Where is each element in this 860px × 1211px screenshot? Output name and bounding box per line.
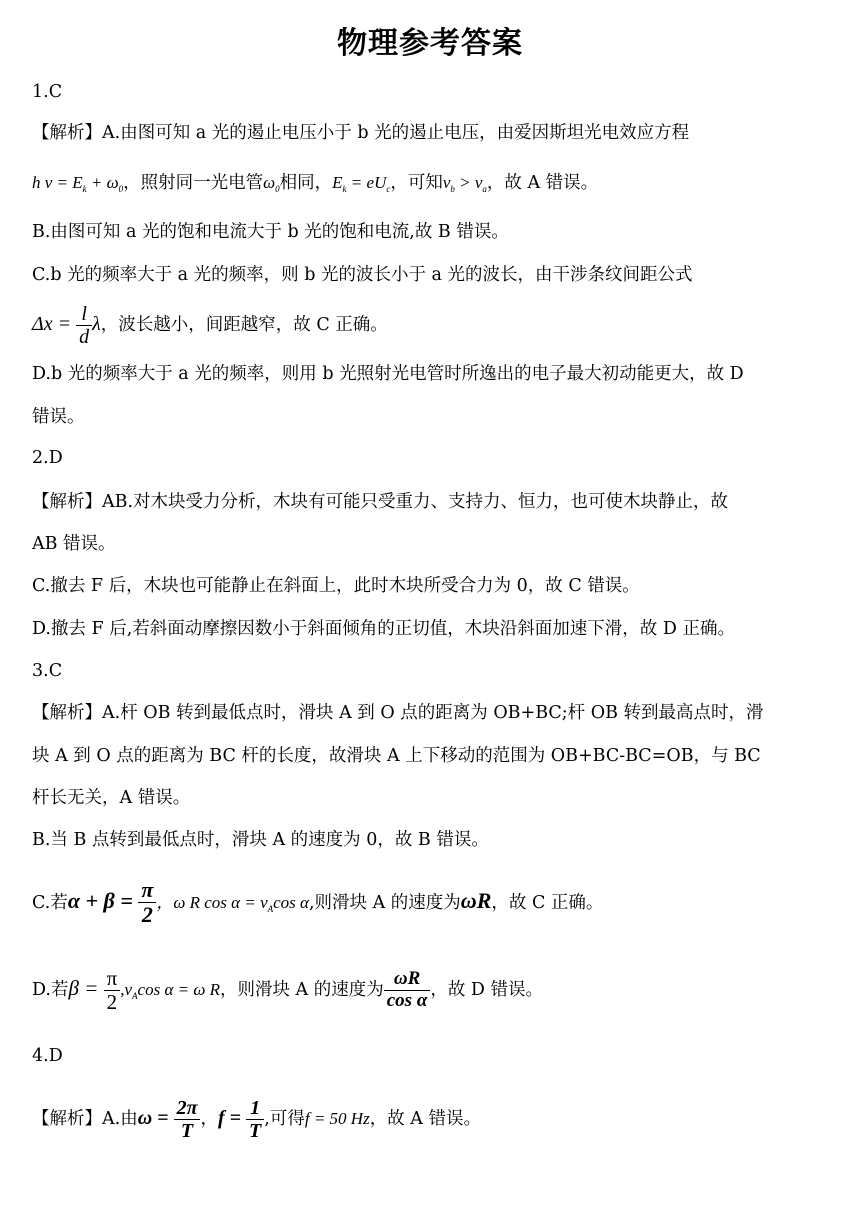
formula-kinetic-energy: $E_k = eU_c$ (332, 173, 391, 194)
q1-analysis-c-line1: C.b 光的频率大于 a 光的频率，则 b 光的波长小于 a 光的波长，由干涉条纹间距公式 (32, 265, 693, 285)
formula-photoelectric: h $v = E_k + \omega_0$ (32, 173, 124, 194)
q2-analysis-d: D.撤去 F 后,若斜面动摩擦因数小于斜面倾角的正切值，木块沿斜面加速下滑，故 D 正确。 (32, 619, 735, 639)
formula-fringe-spacing: Δx = $\frac{l}{d}$ λ (32, 302, 101, 348)
formula-frequency-compare: $v_b > v_a$ (442, 173, 487, 194)
q1-analysis-a-line2: h $v = E_k + \omega_0$，照射同一光电管$\omega_0$相同，$E_k = eU_c$，可知$v_b > v_a$，故 A 错误。 (32, 173, 599, 194)
q1-analysis-c-line2: Δx = $\frac{l}{d}$ λ，波长越小，间距越窄，故 C 正确。 (32, 302, 388, 348)
formula-frequency-value: f = 50 Hz (304, 1109, 370, 1128)
q4-analysis-a: 【解析】A.由ω = $\frac{2\pi}{T}$ ，f = $\frac{1}{T}$ ,可得f = 50 Hz，故 A 错误。 (32, 1096, 481, 1142)
formula-angle-sum: α + β = $\frac{\pi}{2}$ (68, 888, 157, 913)
formula-omega-r: ωR (460, 888, 492, 913)
q1-label: 1.C (32, 82, 63, 102)
q1-analysis-b: B.由图可知 a 光的饱和电流大于 b 光的饱和电流,故 B 错误。 (32, 222, 509, 242)
q3-analysis-c: C.若α + β = $\frac{\pi}{2}$ ，ω R $\cos \alpha = v_A\cos$ α,则滑块 A 的速度为ωR，故 C 正确。 (32, 877, 604, 928)
page-title: 物理参考答案 (337, 26, 523, 61)
q3-analysis-b: B.当 B 点转到最低点时，滑块 A 的速度为 0，故 B 错误。 (32, 830, 489, 850)
q2-analysis-ab-line2: AB 错误。 (32, 534, 116, 554)
q2-label: 2.D (32, 448, 63, 468)
formula-omega: ω = $\frac{2\pi}{T}$ (138, 1107, 201, 1129)
formula-velocity-relation: ，ω R $\cos \alpha = v_A\cos$ α (156, 893, 309, 914)
formula-velocity-relation-d: $,v_A\cos$ α = ω R (120, 980, 220, 1001)
q2-analysis-c: C.撤去 F 后，木块也可能静止在斜面上，此时木块所受合力为 0，故 C 错误。 (32, 576, 640, 596)
q1-analysis-d-line2: 错误。 (32, 407, 85, 427)
formula-beta: β = $\frac{\pi}{2}$ (68, 976, 120, 1000)
q3-analysis-d: D.若β = $\frac{\pi}{2}$ $,v_A\cos$ α = ω R，则滑块 A 的速度为 $\frac{\omega R}{\text{cos α}}$ ，故 D 错误。 (32, 965, 543, 1014)
q2-analysis-ab-line1: 【解析】AB.对木块受力分析，木块有可能只受重力、支持力、恒力，也可使木块静止，故 (32, 492, 729, 512)
formula-work-function: $\omega_0$ (263, 173, 280, 194)
q4-label: 4.D (32, 1046, 63, 1066)
q3-analysis-a-line3: 杆长无关，A 错误。 (32, 788, 191, 808)
q3-analysis-a-line2: 块 A 到 O 点的距离为 BC 杆的长度，故滑块 A 上下移动的范围为 OB+BC-BC=OB，与 BC (32, 746, 761, 766)
q1-analysis-a-line1: 【解析】A.由图可知 a 光的遏止电压小于 b 光的遏止电压，由爱因斯坦光电效应方程 (32, 123, 690, 143)
q3-analysis-a-line1: 【解析】A.杆 OB 转到最低点时，滑块 A 到 O 点的距离为 OB+BC;杆 OB 转到最高点时，滑 (32, 703, 764, 723)
q3-label: 3.C (32, 661, 63, 681)
q1-analysis-d-line1: D.b 光的频率大于 a 光的频率，则用 b 光照射光电管时所逸出的电子最大初动能更大，故 D (32, 364, 744, 384)
formula-frequency: f = $\frac{1}{T}$ (218, 1107, 264, 1129)
formula-velocity-result: $\frac{\omega R}{\text{cos α}}$ (384, 979, 431, 1000)
